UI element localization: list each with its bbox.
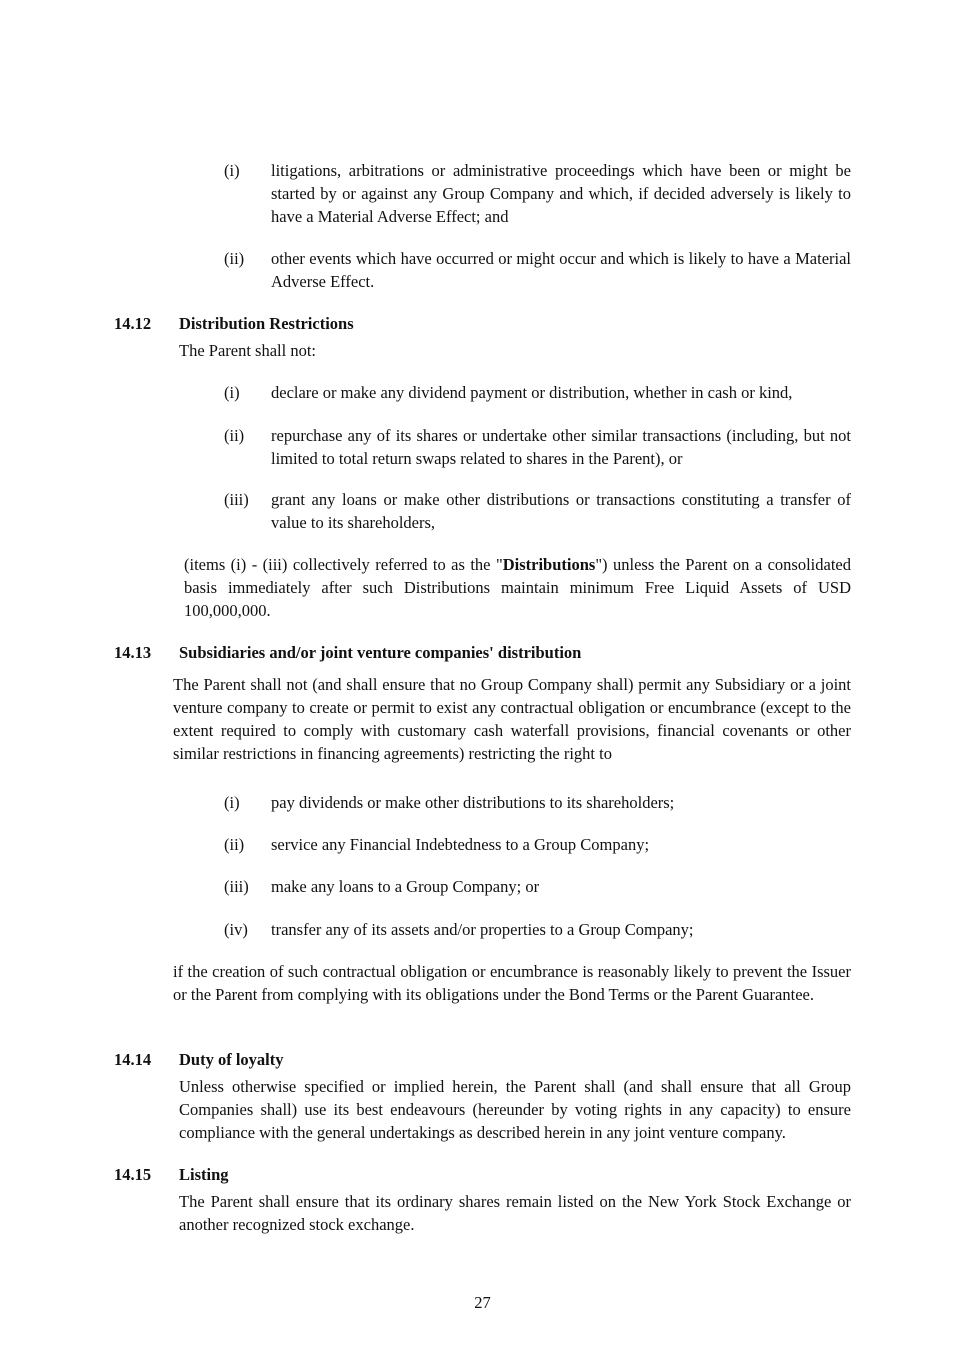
section-body: The Parent shall ensure that its ordinary shares remain listed on the New York Stock Exchange or another recognized stock exchange. (179, 1192, 851, 1234)
list-item-text: pay dividends or make other distributions to its shareholders; (271, 793, 675, 812)
list-item-number: (i) (224, 793, 240, 812)
list-item-number: (ii) (224, 426, 245, 445)
list-item-text: make any loans to a Group Company; or (271, 877, 540, 896)
list-item-number: (ii) (224, 835, 245, 854)
section-title: Listing (179, 1165, 229, 1184)
section-body: Unless otherwise specified or implied herein, the Parent shall (and shall ensure that all Group Companies shall) use its best endeavours (hereunder by voting rights in any capacity) to ensure compliance with the general undertakings as described herein in any joint venture company. (179, 1077, 851, 1142)
section-closing-paragraph: if the creation of such contractual obligation or encumbrance is reasonably likely to prevent the Issuer or the Parent from complying with its obligations under the Bond Terms or the Parent Guarantee. (173, 962, 851, 1004)
list-item-number: (iii) (224, 877, 249, 896)
section-number: 14.15 (114, 1165, 152, 1184)
distributions-closing-paragraph: (items (i) - (iii) collectively referred to as the "Distributions") unless the Parent on a consolidated basis immediately after such Distributions maintain minimum Free Liquid Assets of USD 100,000,000. (184, 555, 851, 620)
section-number: 14.13 (114, 643, 152, 662)
list-item-number: (i) (224, 161, 240, 180)
section-title: Duty of loyalty (179, 1050, 284, 1069)
list-item-text: service any Financial Indebtedness to a Group Company; (271, 835, 650, 854)
section-number: 14.12 (114, 314, 152, 333)
list-item-text: repurchase any of its shares or undertake other similar transactions (including, but not limited to total return swaps related to shares in the Parent), or (271, 426, 851, 468)
section-title: Subsidiaries and/or joint venture companies' distribution (179, 643, 582, 662)
list-item-number: (i) (224, 383, 240, 402)
list-item-text: litigations, arbitrations or administrative proceedings which have been or might be started by or against any Group Company and which, if decided adversely is likely to have a Material Adverse Effect; and (271, 161, 851, 226)
list-item-text: grant any loans or make other distributions or transactions constituting a transfer of value to its shareholders, (271, 490, 851, 532)
list-item-text: transfer any of its assets and/or properties to a Group Company; (271, 920, 694, 939)
list-item-number: (ii) (224, 249, 245, 268)
list-item-number: (iii) (224, 490, 249, 509)
section-title: Distribution Restrictions (179, 314, 354, 333)
section-number: 14.14 (114, 1050, 152, 1069)
list-item-number: (iv) (224, 920, 248, 939)
section-intro: The Parent shall not (and shall ensure that no Group Company shall) permit any Subsidiary or a joint venture company to create or permit to exist any contractual obligation or encumbrance (except to the extent required to comply with customary cash waterfall provisions, financial covenants or other similar restrictions in financing agreements) restricting the right to (173, 675, 851, 763)
list-item-text: declare or make any dividend payment or distribution, whether in cash or kind, (271, 383, 793, 402)
page-number: 27 (474, 1293, 491, 1312)
distributions-defined-term: Distributions (502, 555, 596, 574)
section-intro: The Parent shall not: (179, 341, 317, 360)
list-item-text: other events which have occurred or might occur and which is likely to have a Material Adverse Effect. (271, 249, 851, 291)
